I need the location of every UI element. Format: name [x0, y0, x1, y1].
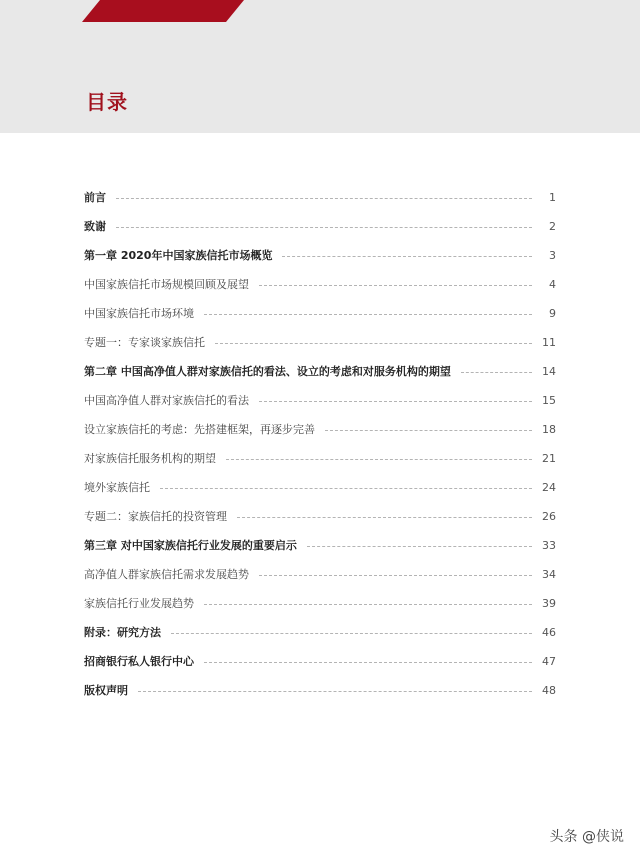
toc-leader-dots	[259, 285, 532, 286]
toc-entry-label: 设立家族信托的考虑：先搭建框架，再逐步完善	[84, 423, 315, 436]
toc-leader-dots	[282, 256, 532, 257]
toc-entry-page: 47	[542, 654, 556, 668]
toc-entry-label: 第一章 2020年中国家族信托市场概览	[84, 249, 273, 262]
toc-entry-page: 4	[549, 277, 556, 291]
toc-leader-dots	[138, 691, 532, 692]
toc-leader-dots	[259, 401, 532, 402]
toc-leader-dots	[259, 575, 532, 576]
toc-entry-page: 11	[542, 335, 556, 349]
toc-entry[interactable]	[84, 448, 556, 468]
toc-entry-page: 48	[542, 683, 556, 697]
toc-entry[interactable]	[84, 361, 556, 381]
toc-entry[interactable]	[84, 680, 556, 700]
toc-entry[interactable]	[84, 477, 556, 497]
toc-entry-page: 46	[542, 625, 556, 639]
toc-entry-label: 专题一：专家谈家族信托	[84, 336, 205, 349]
toc-entry-page: 15	[542, 393, 556, 407]
toc-leader-dots	[116, 198, 532, 199]
toc-entry[interactable]	[84, 332, 556, 352]
toc-entry-label: 高净值人群家族信托需求发展趋势	[84, 568, 249, 581]
toc-leader-dots	[171, 633, 532, 634]
toc-entry-page: 18	[542, 422, 556, 436]
toc-entry-label: 家族信托行业发展趋势	[84, 597, 194, 610]
toc-entry-page: 26	[542, 509, 556, 523]
toc-entry-label: 招商银行私人银行中心	[84, 655, 194, 668]
toc-entry[interactable]	[84, 506, 556, 526]
toc-entry-label: 版权声明	[84, 684, 128, 697]
toc-entry-label: 中国家族信托市场规模回顾及展望	[84, 278, 249, 291]
page-title: 目录	[86, 90, 128, 114]
toc-leader-dots	[160, 488, 532, 489]
toc-leader-dots	[307, 546, 532, 547]
toc-leader-dots	[226, 459, 532, 460]
toc-leader-dots	[204, 314, 532, 315]
toc-entry-page: 1	[549, 190, 556, 204]
toc-leader-dots	[204, 604, 532, 605]
toc-entry[interactable]	[84, 187, 556, 207]
toc-entry-page: 2	[549, 219, 556, 233]
toc-entry[interactable]	[84, 564, 556, 584]
toc-entry[interactable]	[84, 651, 556, 671]
toc-entry-page: 39	[542, 596, 556, 610]
toc-entry[interactable]	[84, 216, 556, 236]
toc-entry-label: 前言	[84, 191, 106, 204]
watermark: 头条 @侠说	[549, 829, 624, 845]
toc-entry-label: 中国高净值人群对家族信托的看法	[84, 394, 249, 407]
toc-entry-label: 第三章 对中国家族信托行业发展的重要启示	[84, 539, 297, 552]
toc-entry-page: 21	[542, 451, 556, 465]
toc-entry-label: 专题二：家族信托的投资管理	[84, 510, 227, 523]
toc-entry-label: 附录：研究方法	[84, 626, 161, 639]
toc-leader-dots	[237, 517, 532, 518]
toc-entry[interactable]	[84, 535, 556, 555]
toc-entry-label: 致谢	[84, 220, 106, 233]
toc-entry[interactable]	[84, 303, 556, 323]
toc-entry-label: 对家族信托服务机构的期望	[84, 452, 216, 465]
toc-entry-page: 14	[542, 364, 556, 378]
toc-entry-label: 中国家族信托市场环境	[84, 307, 194, 320]
toc-entry-page: 33	[542, 538, 556, 552]
toc-leader-dots	[215, 343, 532, 344]
toc-leader-dots	[204, 662, 532, 663]
toc-entry-page: 9	[549, 306, 556, 320]
toc-entry[interactable]	[84, 419, 556, 439]
toc-leader-dots	[461, 372, 532, 373]
toc-entry[interactable]	[84, 274, 556, 294]
toc-entry[interactable]	[84, 593, 556, 613]
toc-entry-label: 境外家族信托	[84, 481, 150, 494]
toc-entry-page: 24	[542, 480, 556, 494]
toc-leader-dots	[116, 227, 532, 228]
toc-entry-page: 34	[542, 567, 556, 581]
toc-leader-dots	[325, 430, 532, 431]
toc-entry[interactable]	[84, 245, 556, 265]
toc-entry[interactable]	[84, 622, 556, 642]
toc-entry[interactable]	[84, 390, 556, 410]
toc-entry-page: 3	[549, 248, 556, 262]
toc-entry-label: 第二章 中国高净值人群对家族信托的看法、设立的考虑和对服务机构的期望	[84, 365, 451, 378]
